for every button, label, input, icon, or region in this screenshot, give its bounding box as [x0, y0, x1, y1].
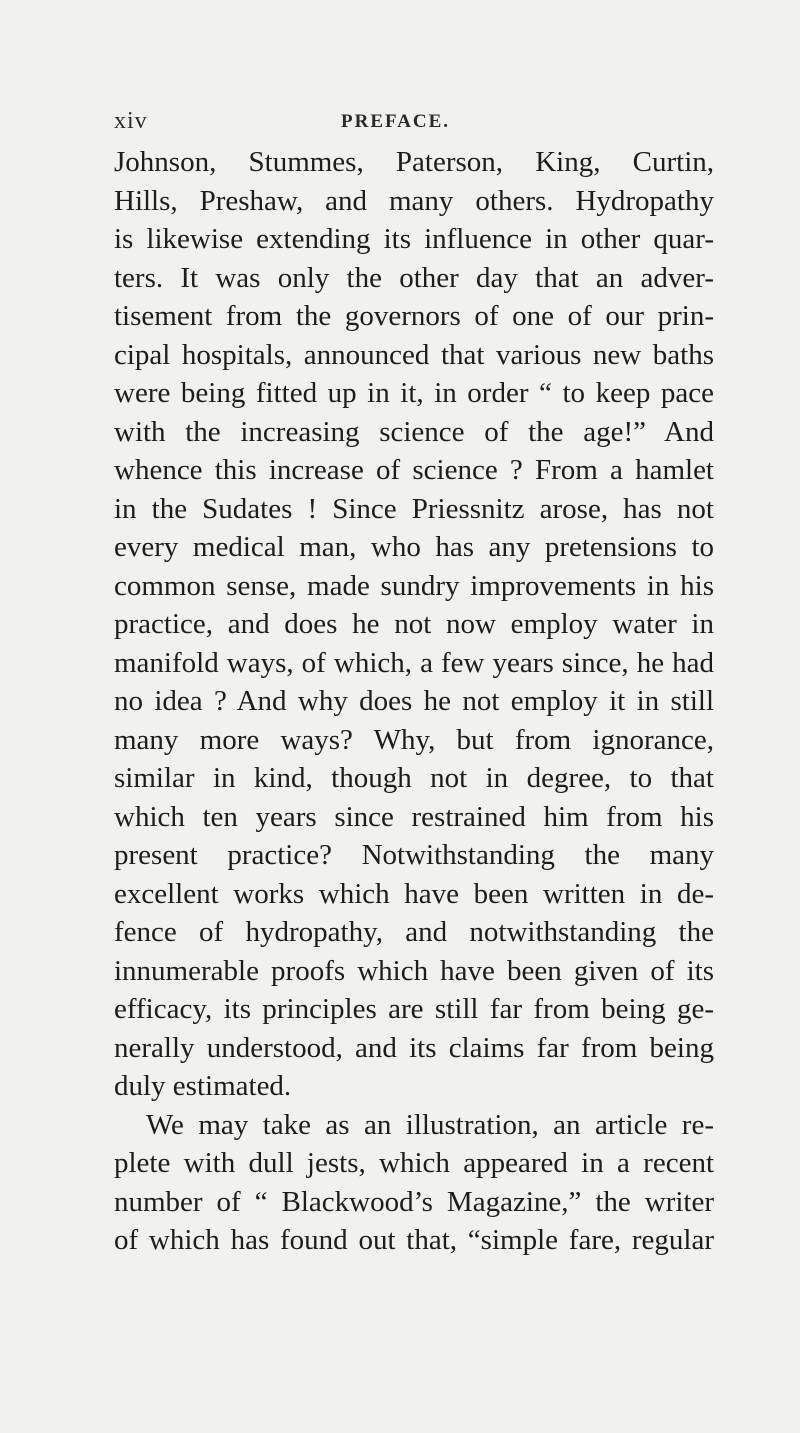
- text-line: innumerable proofs which have been given of its: [114, 954, 714, 987]
- paragraph-start-line: We may take as an illustration, an article re-: [146, 1108, 714, 1141]
- paragraph-end-line: duly estimated.: [114, 1070, 292, 1102]
- text-line: excellent works which have been written in de-: [114, 877, 714, 910]
- text-line: ters. It was only the other day that an adver-: [114, 261, 714, 294]
- page-number: xiv: [114, 108, 148, 134]
- text-line: present practice? Notwithstanding the many: [114, 839, 714, 871]
- text-line: is likewise extending its influence in other quar-: [114, 223, 714, 255]
- text-line: no idea ? And why does he not employ it in still: [114, 685, 714, 717]
- text-line: were being fitted up in it, in order “ to keep pace: [114, 377, 714, 409]
- page-header: [114, 108, 714, 138]
- text-line: of which has found out that, “simple fare, regular: [114, 1224, 714, 1256]
- text-line: number of “ Blackwood’s Magazine,” the writer: [114, 1185, 714, 1218]
- text-line: Johnson, Stummes, Paterson, King, Curtin,: [114, 146, 714, 178]
- text-line: fence of hydropathy, and notwithstanding the: [114, 916, 714, 948]
- text-line: with the increasing science of the age!” And: [114, 415, 714, 448]
- text-line: manifold ways, of which, a few years since, he had: [114, 646, 714, 679]
- text-line: in the Sudates ! Since Priessnitz arose, has not: [114, 492, 714, 525]
- text-line: plete with dull jests, which appeared in a recent: [114, 1147, 714, 1179]
- text-line: efficacy, its principles are still far from being ge-: [114, 993, 714, 1025]
- text-line: nerally understood, and its claims far from being: [114, 1031, 714, 1064]
- text-line: similar in kind, though not in degree, to that: [114, 762, 714, 794]
- text-line: every medical man, who has any pretensions to: [114, 531, 714, 563]
- text-line: many more ways? Why, but from ignorance,: [114, 723, 714, 756]
- text-line: whence this increase of science ? From a hamlet: [114, 454, 714, 486]
- body-text: [114, 143, 714, 1260]
- text-line: which ten years since restrained him from his: [114, 800, 714, 833]
- text-line: cipal hospitals, announced that various new baths: [114, 338, 714, 371]
- text-line: tisement from the governors of one of our prin-: [114, 300, 714, 332]
- running-head: PREFACE.: [341, 111, 451, 132]
- text-line: common sense, made sundry improvements in his: [114, 569, 714, 602]
- text-line: practice, and does he not now employ water in: [114, 608, 714, 640]
- text-line: Hills, Preshaw, and many others. Hydropathy: [114, 184, 714, 217]
